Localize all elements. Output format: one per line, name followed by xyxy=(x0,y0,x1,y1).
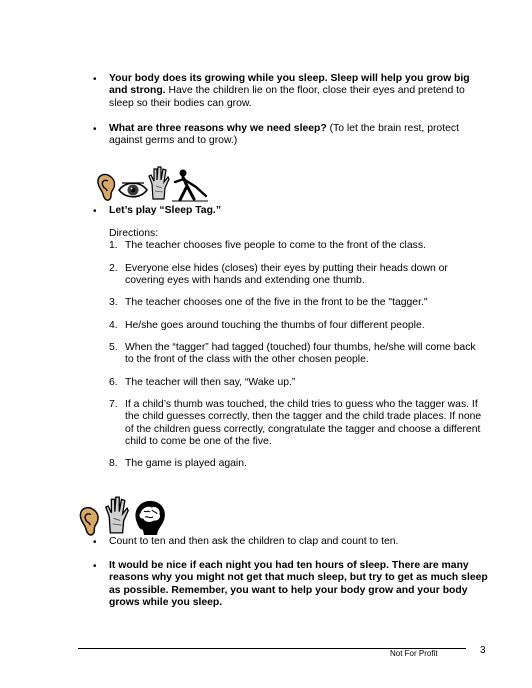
step-text: If a child’s thumb was touched, the child tries to guess who the tagger was. If the child guesses correctly, then the tagger and the child trade places. If none of the children guess correctly, congratulate the tagger and choose a different child to come be one of the five. xyxy=(125,399,482,448)
step-number: 7. xyxy=(109,399,118,410)
step-text: The teacher chooses one of the five in the front to be the "tagger." xyxy=(125,297,428,308)
bullet-dot: • xyxy=(93,561,97,572)
step-number: 5. xyxy=(109,342,118,353)
step-text: The teacher will then say, “Wake up.” xyxy=(125,377,296,388)
step-number: 4. xyxy=(109,320,118,331)
bullet-dot: • xyxy=(93,74,97,85)
brain-head-icon xyxy=(130,498,168,538)
step-number: 2. xyxy=(109,263,118,274)
ear-icon xyxy=(95,172,117,204)
hand-icon xyxy=(148,166,170,200)
ear-icon xyxy=(77,505,101,539)
step-number: 1. xyxy=(109,240,118,251)
step-text: The teacher chooses five people to come to the front of the class. xyxy=(125,240,426,251)
eye-icon xyxy=(118,180,148,200)
bullet-dot: • xyxy=(93,206,97,217)
step-text: The game is played again. xyxy=(125,458,247,469)
page-number: 3 xyxy=(480,645,486,656)
paragraph-three-reasons xyxy=(109,123,489,148)
paragraph-bold: What are three reasons why we need sleep? xyxy=(109,123,327,134)
directions-heading: Directions: xyxy=(109,228,159,239)
paragraph-ten-hours-sleep: It would be nice if each night you had ten hours of sleep. There are many reasons why you might not get that much sleep, but try to get as much sleep as possible. Remember, you want to help your body grow and your body grows while you sleep. xyxy=(109,560,488,609)
paragraph-bold: Your body does its growing while you sleep. Sleep will help you grow big and strong. xyxy=(109,73,470,97)
step-text: He/she goes around touching the thumbs of four different people. xyxy=(125,320,425,331)
step-text: Everyone else hides (closes) their eyes by putting their heads down or covering eyes with hands and extending one thumb. xyxy=(125,263,448,287)
hand-icon xyxy=(104,496,130,534)
paragraph-grow-while-sleep xyxy=(109,73,489,110)
footer-text: Not For Profit xyxy=(390,649,438,658)
stretching-person-icon xyxy=(170,168,210,202)
step-text: When the “tagger” had tagged (touched) four thumbs, he/she will come back to the front of the class with the other chosen people. xyxy=(125,342,476,366)
paragraph-text: (To let the brain rest, protect against germs and to grow.) xyxy=(109,123,459,147)
bullet-dot: • xyxy=(93,124,97,135)
paragraph-text: Have the children lie on the floor, close their eyes and pretend to sleep so their bodies can grow. xyxy=(109,85,465,109)
step-number: 3. xyxy=(109,297,118,308)
step-number: 6. xyxy=(109,377,118,388)
step-number: 8. xyxy=(109,458,118,469)
sleep-tag-heading: Let’s play “Sleep Tag.” xyxy=(109,205,222,216)
bullet-dot: • xyxy=(93,537,97,548)
paragraph-count-to-ten: Count to ten and then ask the children to clap and count to ten. xyxy=(109,536,399,547)
